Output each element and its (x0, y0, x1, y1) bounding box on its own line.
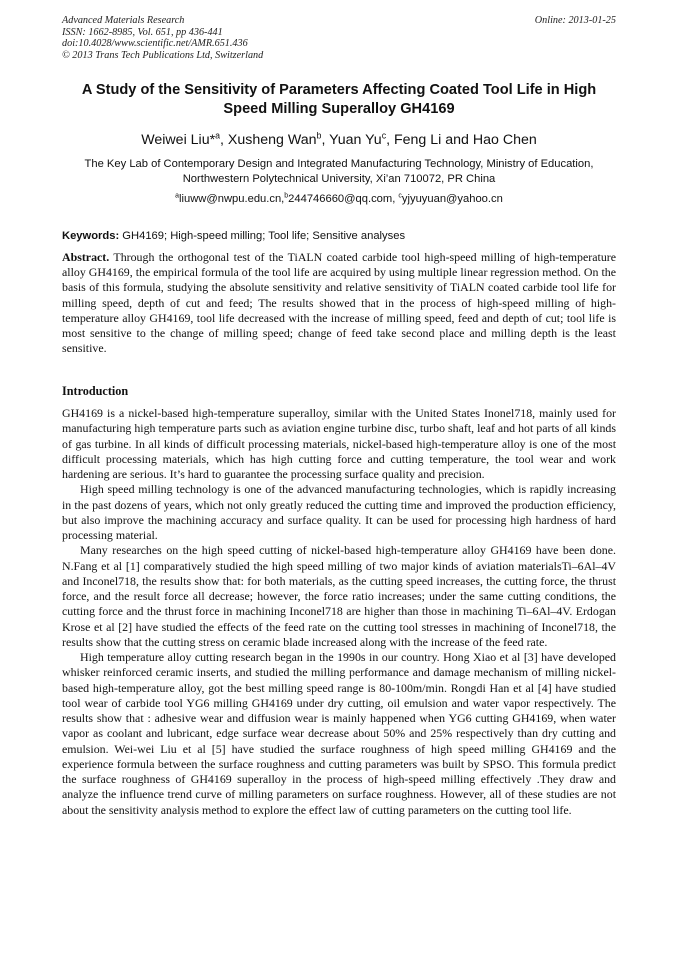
paragraph: High speed milling technology is one of the advanced manufacturing technologies, which is rapidly increasing in the past dozens of years, which not only greatly reduced the cutting time and improved the production efficiency, but also improve the machining accuracy and surface quality. It can be used for processing high hardness of hard processing material. (62, 482, 616, 542)
keywords (62, 229, 616, 243)
email-marker: a (175, 192, 180, 200)
abstract (62, 250, 616, 356)
paper-title: A Study of the Sensitivity of Parameters Affecting Coated Tool Life in High Speed Milling Superalloy GH4169 (81, 82, 597, 117)
copyright-line: © 2013 Trans Tech Publications Ltd, Switzerland (62, 49, 264, 61)
email-marker: b (284, 192, 289, 200)
author-marker: c (381, 130, 387, 141)
introduction-body (62, 406, 616, 818)
author-name: , Feng Li and Hao Chen (386, 132, 537, 148)
author-name: Xusheng Wan (227, 132, 317, 148)
author-marker: b (316, 130, 322, 141)
affiliation: The Key Lab of Contemporary Design and Integrated Manufacturing Technology, Ministry of Education, Northwestern Polytechnical University, Xi’an 710072, PR China (84, 158, 594, 185)
paragraph: High temperature alloy cutting research began in the 1990s in our country. Hong Xiao et al [3] have developed whisker reinforced ceramic inserts, and studied the milling performance and damage mechanism of milling nickel-based high-temperature alloy, got the best milling speed range is 80-100m/min. Rongdi Han et al [4] have studied tool wear of carbide tool YG6 milling GH4169 under dry cutting, oil emulsion and water vapor respectively. The results show that : adhesive wear and diffusion wear is mainly happened when YG6 cutting GH4169, when water vapor as coolant and lubricant, edge surface wear decrease about 50% and 25% respectively than dry cutting and emulsion. Wei-wei Liu et al [5] have studied the surface roughness of high speed milling GH4169 and the experience formula between the surface roughness and cutting parameters was built by SPSO. This formula predict the surface roughness of GH4169 superalloy in the process of high-speed milling effectively .They draw and analyze the influence trend curve of milling parameters on surface roughness. However, all of these studies are not about the sensitivity analysis method to explore the effect law of cutting parameters on the cutting tool life. (62, 650, 616, 817)
keywords-text: GH4169; High-speed milling; Tool life; Sensitive analyses (119, 230, 406, 242)
paragraph: GH4169 is a nickel-based high-temperature superalloy, similar with the United States Inonel718, mainly used for manufacturing high temperature parts such as aviation engine turbine disc, turbo shaft, leaf and hot parts of all kinds of gas turbine. In all kinds of difficult processing materials, nickel-based high-temperature alloy is one of the most difficult processing materials, which has high cutting force and cutting temperature, the tool wear and work hardening are serious. It’s hard to guarantee the processing surface quality and precision. (62, 406, 616, 481)
email-link[interactable]: 244746660@qq.com, (288, 193, 399, 205)
author-name: Yuan Yu (329, 132, 382, 148)
journal-name: Advanced Materials Research (62, 15, 185, 26)
author-separator: , (220, 132, 228, 148)
author-marker: a (215, 130, 221, 141)
author-name: Weiwei Liu* (141, 132, 216, 148)
author-separator: , (321, 132, 330, 148)
online-date: Online: 2013-01-25 (534, 15, 616, 26)
journal-header (62, 15, 263, 61)
email-link[interactable]: liuww@nwpu.edu.cn, (179, 193, 285, 205)
keywords-label: Keywords: (62, 230, 120, 242)
paragraph: Many researches on the high speed cutting of nickel-based high-temperature alloy GH4169 have been done. N.Fang et al [1] comparatively studied the high speed milling of two major kinds of aviation materialsTi–6Al–4V and Inconel718, the results show that: for both materials, as the cutting speed increases, the cutting force, the thrust force, and the result force all decrease; however, the force ratio increases; under the same cutting conditions, the cutting force and the thrust force in machining Inconel718 are higher than those in machining Ti–6Al–4V. Erdogan Krose et al [2] have studied the effects of the feed rate on the cutting tool stresses in machining of Inconel718, the results show that the cutting stress on ceramic blade increased along with the increase of the feed rate. (62, 543, 616, 649)
email-list (62, 192, 616, 206)
abstract-label: Abstract. (62, 250, 110, 264)
author-list (62, 131, 616, 149)
doi-line: doi:10.4028/www.scientific.net/AMR.651.436 (62, 38, 248, 50)
issn-line: ISSN: 1662-8985, Vol. 651, pp 436-441 (62, 26, 223, 38)
email-marker: c (398, 192, 402, 200)
email-link[interactable]: yjyuyuan@yahoo.cn (401, 193, 503, 205)
section-heading: Introduction (62, 384, 129, 398)
abstract-text: Through the orthogonal test of the TiALN coated carbide tool high-speed milling of high-temperature alloy GH4169, the empirical formula of the tool life are acquired by using multiple linear regression method. On the basis of this formula, studying the absolute sensitivity and relative sensitivity of TiALN coated carbide tool life for milling speed, depth of cut and feed; The results showed that in the process of high-speed milling of high-temperature alloy GH4169, tool life decreased with the increase of milling speed, feed and depth of cut; tool life is most sensitive to the change of milling speed; change of feed take second place and milling depth is the least sensitive. (62, 250, 616, 356)
